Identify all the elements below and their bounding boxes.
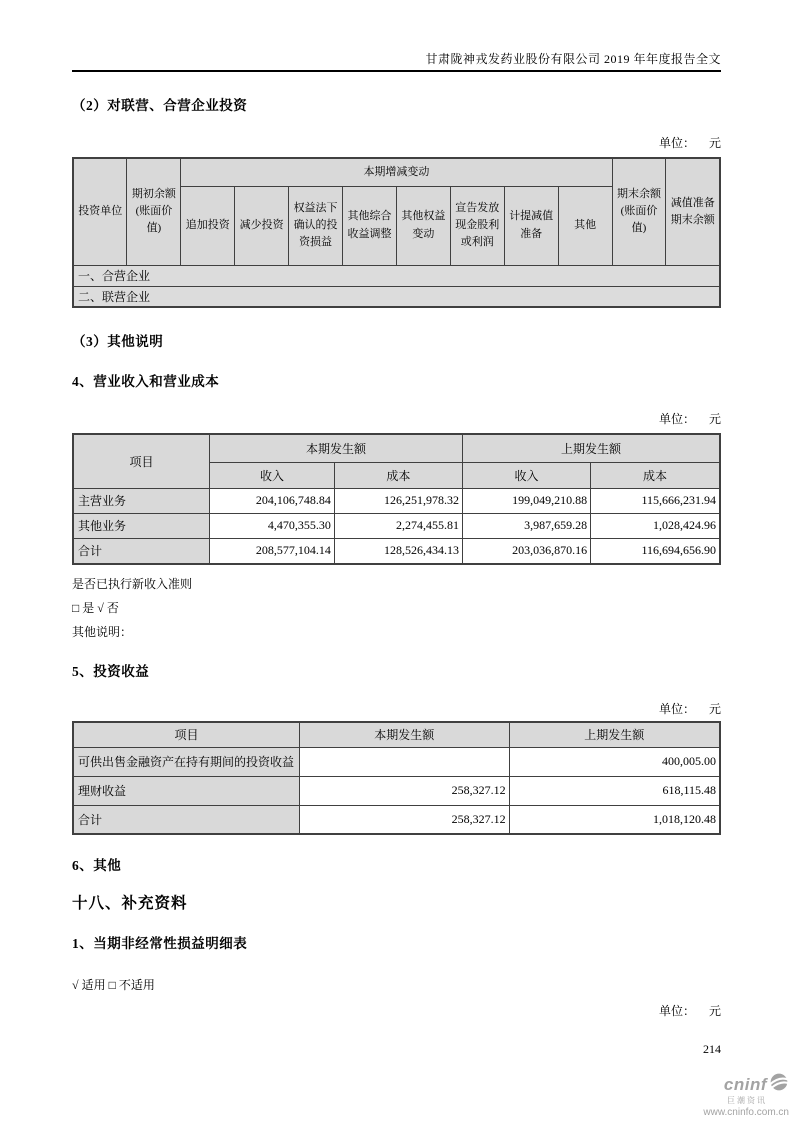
section-4-title: 4、营业收入和营业成本 (72, 374, 220, 389)
joint-venture-table (72, 157, 721, 308)
cell-value: 618,115.48 (509, 776, 720, 805)
cninfo-url: www.cninfo.com.cn (703, 1107, 789, 1118)
unit-line-3 (72, 700, 721, 717)
row-label-afs-investment-income: 可供出售金融资产在持有期间的投资收益 (73, 747, 299, 776)
joint-venture-table-wrap (72, 157, 721, 308)
cell-value: 258,327.12 (299, 805, 509, 834)
col-header-current-income: 收入 (210, 462, 335, 488)
table-row (73, 538, 720, 564)
unit-value: 元 (708, 136, 721, 150)
section-18-title: 十八、补充资料 (72, 895, 188, 912)
col-header-other: 其他 (558, 186, 612, 265)
col-header-prior-period: 上期发生额 (462, 434, 720, 462)
col-header-period-change-group: 本期增减变动 (181, 158, 612, 186)
col-header-prior-income: 收入 (462, 462, 590, 488)
unit-line-1 (72, 134, 721, 151)
col-header-closing-balance: 期末余额(账面价值) (612, 158, 666, 265)
cell-value: 1,028,424.96 (591, 513, 720, 538)
table-row (73, 776, 720, 805)
col-header-current-period: 本期发生额 (299, 722, 509, 747)
row-associates: 二、联营企业 (73, 286, 720, 307)
section-3-title: （3）其他说明 (72, 334, 164, 349)
col-header-item: 项目 (73, 722, 299, 747)
cell-value: 115,666,231.94 (591, 488, 720, 513)
unit-value: 元 (708, 1004, 721, 1018)
col-header-opening-balance: 期初余额(账面价值) (127, 158, 181, 265)
row-label-total: 合计 (73, 538, 210, 564)
cell-value: 1,018,120.48 (509, 805, 720, 834)
unit-label: 单位： (658, 412, 695, 426)
new-revenue-standard-answer: □ 是 √ 否 (72, 601, 119, 615)
col-header-equity-method-pl: 权益法下确认的投资损益 (289, 186, 343, 265)
row-label-total: 合计 (73, 805, 299, 834)
section-6-title: 6、其他 (72, 858, 122, 873)
col-header-investee: 投资单位 (73, 158, 127, 265)
cell-value: 258,327.12 (299, 776, 509, 805)
row-joint-ventures: 一、合营企业 (73, 265, 720, 286)
col-header-impairment-provision: 计提减值准备 (504, 186, 558, 265)
unit-value: 元 (708, 412, 721, 426)
cell-value: 400,005.00 (509, 747, 720, 776)
section-18-1-title: 1、当期非经常性损益明细表 (72, 936, 248, 951)
cell-value: 126,251,978.32 (334, 488, 462, 513)
col-header-item: 项目 (73, 434, 210, 488)
table-row (73, 286, 720, 307)
unit-line-2 (72, 410, 721, 427)
table-row (73, 488, 720, 513)
unit-label: 单位： (658, 1004, 695, 1018)
cell-value: 199,049,210.88 (462, 488, 590, 513)
cell-value (299, 747, 509, 776)
cell-value: 208,577,104.14 (210, 538, 335, 564)
cell-value: 203,036,870.16 (462, 538, 590, 564)
cell-value: 128,526,434.13 (334, 538, 462, 564)
cninfo-chinese-name: 巨潮资讯 (727, 1096, 767, 1105)
unit-value: 元 (708, 702, 721, 716)
unit-label: 单位： (658, 702, 695, 716)
unit-line-4 (72, 1002, 721, 1019)
applicable-line: √ 适用 □ 不适用 (72, 978, 155, 992)
col-header-additional-investment: 追加投资 (181, 186, 235, 265)
table-row (73, 265, 720, 286)
doc-running-header (72, 50, 721, 72)
cninfo-brand-text: cninf (723, 1074, 767, 1094)
investment-income-table-wrap (72, 721, 721, 835)
table-row (73, 747, 720, 776)
revenue-cost-table-wrap (72, 433, 721, 565)
cninfo-logo (669, 1072, 789, 1118)
col-header-prior-cost: 成本 (591, 462, 720, 488)
col-header-reduced-investment: 减少投资 (235, 186, 289, 265)
col-header-oci-adjustment: 其他综合收益调整 (343, 186, 397, 265)
cell-value: 4,470,355.30 (210, 513, 335, 538)
cell-value: 116,694,656.90 (591, 538, 720, 564)
row-label-main-business: 主营业务 (73, 488, 210, 513)
col-header-declared-dividends: 宣告发放现金股利或利润 (450, 186, 504, 265)
section-2-title: （2）对联营、合营企业投资 (72, 98, 248, 113)
table-row (73, 805, 720, 834)
row-label-wealth-management-income: 理财收益 (73, 776, 299, 805)
new-revenue-standard-question: 是否已执行新收入准则 (72, 577, 193, 591)
cell-value: 204,106,748.84 (210, 488, 335, 513)
col-header-prior-period: 上期发生额 (509, 722, 720, 747)
other-note-label: 其他说明： (72, 625, 133, 639)
section-5-title: 5、投资收益 (72, 664, 150, 679)
col-header-current-cost: 成本 (334, 462, 462, 488)
cell-value: 3,987,659.28 (462, 513, 590, 538)
unit-label: 单位： (658, 136, 695, 150)
revenue-cost-table (72, 433, 721, 565)
doc-title: 甘肃陇神戎发药业股份有限公司 2019 年年度报告全文 (425, 52, 721, 66)
col-header-current-period: 本期发生额 (210, 434, 463, 462)
cninfo-swirl-icon (769, 1072, 789, 1096)
table-row (73, 513, 720, 538)
col-header-impairment-closing: 减值准备期末余额 (666, 158, 720, 265)
cell-value: 2,274,455.81 (334, 513, 462, 538)
page-number: 214 (703, 1042, 721, 1056)
row-label-other-business: 其他业务 (73, 513, 210, 538)
investment-income-table (72, 721, 721, 835)
col-header-other-equity-change: 其他权益变动 (396, 186, 450, 265)
